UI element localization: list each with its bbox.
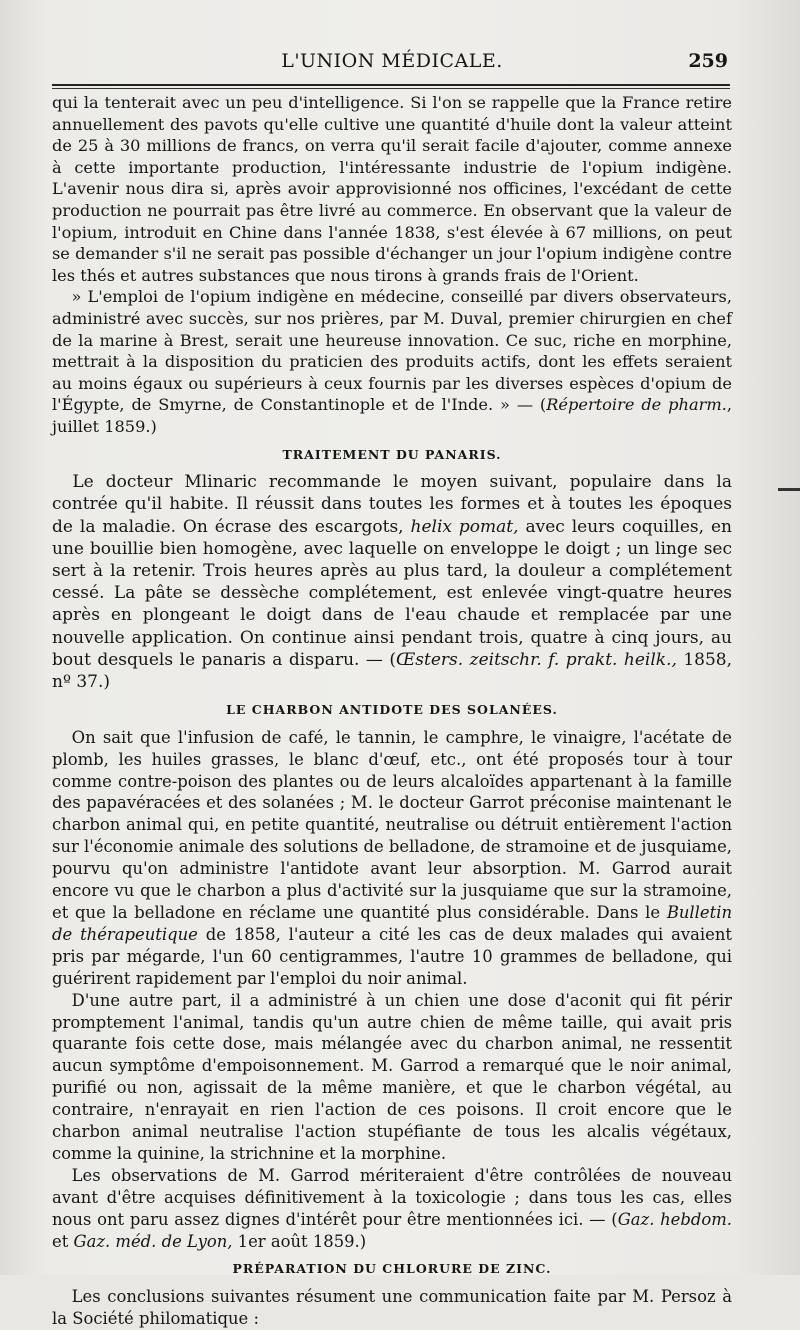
charbon-paragraph-2: D'une autre part, il a administré à un chien une dose d'aconit qui fit périr promptement l'animal, tandis qu'un autre chien de même taille, qui avait pris quarante fois cette dose, mais mélangée avec du charbon animal, ne ressentit aucun symptôme d'empoisonnement. M. Garrod a remarqué que le noir animal, purifié ou non, agissait de la même manière, et que le charbon végétal, au contraire, n'enrayait en rien l'action de ces poisons. Il croit encore que le charbon animal neutralise l'action stupéfiante de tous les alcalis végétaux, comme la quinine, la strichnine et la morphine. [52, 990, 732, 1163]
opium-paragraph-1: qui la tenterait avec un peu d'intelligence. Si l'on se rappelle que la France retire annuellement des pavots qu'elle cultive une quantité d'huile dont la valeur atteint de 25 à 30 millions de francs, on verra qu'il serait facile d'ajouter, comme annexe à cette importante production, l'intéressante industrie de l'opium indigène. L'avenir nous dira si, après avoir approvisionné nos officines, l'excédant de cette production ne pourrait pas être livré au commerce. En observant que la valeur de l'opium, introduit en Chine dans l'année 1838, s'est élevée à 67 millions, on peut se demander s'il ne serait pas possible d'échanger un jour l'opium indigène contre les thés et autres substances que nous tirons à grands frais de l'Orient. [52, 93, 732, 285]
opium-source: Répertoire de pharm. [546, 395, 727, 415]
running-title: L'UNION MÉDICALE. [281, 50, 503, 72]
panaris-paragraph [52, 471, 732, 693]
section-heading-panaris: TRAITEMENT DU PANARIS. [282, 446, 502, 462]
charbon-p1-b: de 1858, l'auteur a cité les cas de deux malades qui avaient pris par mégarde, l'un 60 centigrammes, l'autre 10 grammes de belladone, qui guérirent rapidement par l'emploi du noir animal. [52, 924, 732, 988]
charbon-p1-a: On sait que l'infusion de café, le tannin, le camphre, le vinaigre, l'acétate de plomb, les huiles grasses, le blanc d'œuf, etc., ont été proposés tour à tour comme contre-poison des plantes ou de leurs alcaloïdes appartenant à la famille des papavéracées et des solanées ; M. le docteur Garrot préconise maintenant le charbon animal qui, en petite quantité, neutralise ou détruit entièrement l'action sur l'économie animale des solutions de belladone, de stramoine et de jusquiame, pourvu qu'on administre l'antidote avant leur absorption. M. Garrod aurait encore vu que le charbon a plus d'activité sur la jusquiame que sur la stramoine, et que la belladone en réclame une quantité plus considérable. Dans le [52, 727, 732, 922]
charbon-p3-mid: et [52, 1231, 74, 1251]
opium-paragraph-2-text: » L'emploi de l'opium indigène en médecine, conseillé par divers observateurs, administré avec succès, sur nos prières, par M. Duval, premier chirurgien en chef de la marine à Brest, serait une heureuse innovation. Ce suc, riche en morphine, mettrait à la disposition du praticien des produits actifs, dont les effets seraient au moins égaux ou supérieurs à ceux fournis par les diverses espèces d'opium de l'Égypte, de Smyrne, de Constantinople et de l'Inde. » — ( [52, 287, 732, 415]
section-heading-charbon: LE CHARBON ANTIDOTE DES SOLANÉES. [226, 702, 558, 718]
charbon-paragraph-3 [52, 1165, 732, 1253]
panaris-species: helix pomat, [410, 516, 519, 537]
section-heading-chlorure: PRÉPARATION DU CHLORURE DE ZINC. [232, 1261, 552, 1277]
chlorure-paragraph: Les conclusions suivantes résument une communication faite par M. Persoz à la Société philomatique : [52, 1287, 732, 1328]
charbon-journal: Bulletin de thérapeutique [52, 902, 732, 944]
page-header [52, 48, 732, 76]
panaris-source-date: 1858, nº 37.) [52, 649, 732, 692]
charbon-source-date: 1er août 1859.) [232, 1231, 367, 1251]
charbon-paragraph-1 [52, 727, 732, 990]
charbon-p3-a: Les observations de M. Garrod mériteraient d'être contrôlées de nouveau avant d'être acquises définitivement à la toxicologie ; dans tous les cas, elles nous ont paru assez dignes d'intérêt pour être mentionnées ici. — ( [52, 1165, 732, 1229]
panaris-text-b: avec leurs coquilles, en une bouillie bien homogène, avec laquelle on enveloppe le doigt ; un linge sec sert à la retenir. Trois heures après au plus tard, la douleur a complétement cessé. La pâte se dessèche complétement, est enlevée vingt-quatre heures après en plongeant le doigt dans de l'eau chaude et remplacée par une nouvelle application. On continue ainsi pendant trois, quatre à cinq jours, au bout desquels le panaris a disparu. — ( [52, 516, 732, 670]
header-rule [52, 84, 730, 86]
charbon-source-1: Gaz. hebdom. [617, 1209, 732, 1229]
opium-paragraph-2 [52, 286, 732, 437]
panaris-source: Œsters. zeitschr. f. prakt. heilk., [395, 649, 677, 670]
opium-source-date: , juillet 1859.) [52, 395, 732, 436]
page-body [52, 92, 732, 1330]
page-number: 259 [688, 50, 728, 72]
margin-mark [778, 488, 800, 491]
panaris-text-a: Le docteur Mlinaric recommande le moyen suivant, populaire dans la contrée qu'il habite. Il réussit dans toutes les formes et à toutes les époques de la maladie. On écrase des escargots, [52, 472, 732, 537]
charbon-source-2: Gaz. méd. de Lyon, [73, 1231, 233, 1251]
header-rule-thin [52, 88, 730, 89]
